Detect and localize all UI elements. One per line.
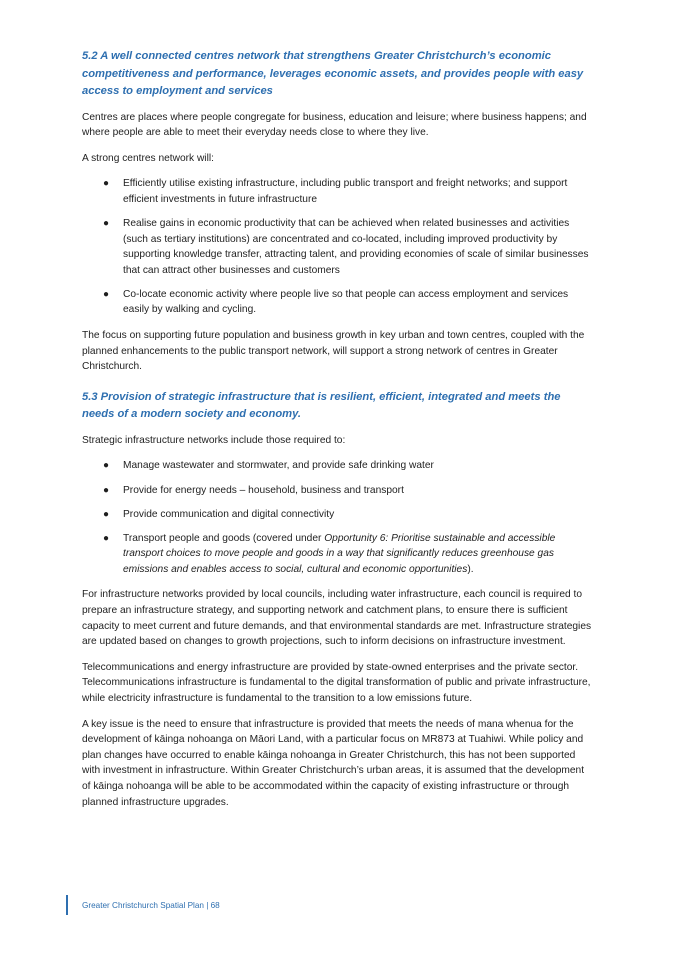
section-5-2-bullet-list	[82, 176, 594, 318]
list-item: ● Provide communication and digital connectivity	[82, 507, 594, 523]
page-footer	[66, 895, 220, 915]
bullet-icon: ●	[103, 508, 110, 520]
section-5-2-paragraph-1: Centres are places where people congregate for business, education and leisure; where business happens; and where people are able to meet their everyday needs close to where they live.	[82, 111, 587, 139]
bullet-icon: ●	[103, 484, 110, 496]
section-5-3-heading: 5.3 Provision of strategic infrastructure that is resilient, efficient, integrated and meets the needs of a modern society and economy.	[82, 390, 561, 421]
document-page	[82, 48, 594, 820]
section-5-3-paragraph-3: Telecommunications and energy infrastructure are provided by state-owned enterprises and the private sector. Telecommunications infrastructure is fundamental to the digital transformation of public and private infrastructure, while electricity infrastructure is fundamental to the transition to a low emissions future.	[82, 661, 591, 705]
section-5-2-paragraph-3: The focus on supporting future population and business growth in key urban and town centres, coupled with the planned enhancements to the public transport network, will support a strong network of centres in Greater Christchurch.	[82, 330, 585, 373]
section-5-3-paragraph-1: Strategic infrastructure networks include those required to:	[82, 434, 346, 446]
section-5-3-paragraph-2: For infrastructure networks provided by local councils, including water infrastructure, each council is required to prepare an infrastructure strategy, and supporting network and catchment plans, to ensure there is sufficient capacity to meet current and future demands, and that environmental standards are met. Infrastructure strategies are updated based on changes to growth projections, such to inform decisions on infrastructure investment.	[82, 589, 592, 648]
bullet-icon: ●	[103, 217, 110, 229]
list-item: ● Co-locate economic activity where people live so that people can access employment and services easily by walking and cycling.	[103, 288, 569, 316]
list-item: ● Efficiently utilise existing infrastructure, including public transport and freight networks; and support efficient investments in future infrastructure	[103, 178, 568, 205]
bullet-icon: ●	[103, 460, 110, 472]
bullet-icon: ●	[103, 532, 110, 544]
footer-page-label: Greater Christchurch Spatial Plan | 68	[82, 900, 220, 910]
section-5-3-paragraph-4: A key issue is the need to ensure that infrastructure is provided that meets the needs of mana whenua for the development of kāinga nohoanga on Māori Land, with a particular focus on MR873 at Tuahiwi. While policy and plan changes have occurred to enable kāinga nohoanga in Greater Christchurch, this has not been supported with investment in infrastructure. Within Greater Christchurch’s urban areas, it is assumed that the development of kāinga nohoanga will be able to be accommodated within the capacity of existing infrastructure or through planned infrastructure upgrades.	[82, 718, 585, 808]
list-item: ● Realise gains in economic productivity that can be achieved when related businesses and activities (such as tertiary institutions) are concentrated and co-located, including improved productivity by supporting knowledge transfer, attracting talent, and providing economies of scale of similar businesses that can attract other businesses and customers	[103, 217, 589, 276]
list-item: ● Transport people and goods (covered under Opportunity 6: Prioritise sustainable and accessible transport choices to move people and goods in a way that significantly reduces greenhouse gas emissions and enables access to social, cultural and economic opportunities).	[103, 532, 556, 575]
list-item: ● Manage wastewater and stormwater, and provide safe drinking water	[82, 458, 594, 474]
section-5-2-paragraph-2: A strong centres network will:	[82, 152, 214, 164]
section-5-2-heading: 5.2 A well connected centres network that strengthens Greater Christchurch’s economic competitiveness and performance, leverages economic assets, and provides people with easy access to employment and services	[82, 50, 584, 97]
list-item: ● Provide for energy needs – household, business and transport	[82, 483, 594, 499]
bullet-icon: ●	[103, 178, 110, 190]
section-5-3-bullet-list	[82, 458, 594, 577]
opportunity-6-reference: Opportunity 6: Prioritise sustainable and accessible transport choices to move people and goods in a way that significantly reduces greenhouse gas emissions and enables access to social, cultural and economic opportunities	[123, 532, 556, 575]
footer-divider	[66, 895, 68, 915]
bullet-icon: ●	[103, 288, 110, 300]
